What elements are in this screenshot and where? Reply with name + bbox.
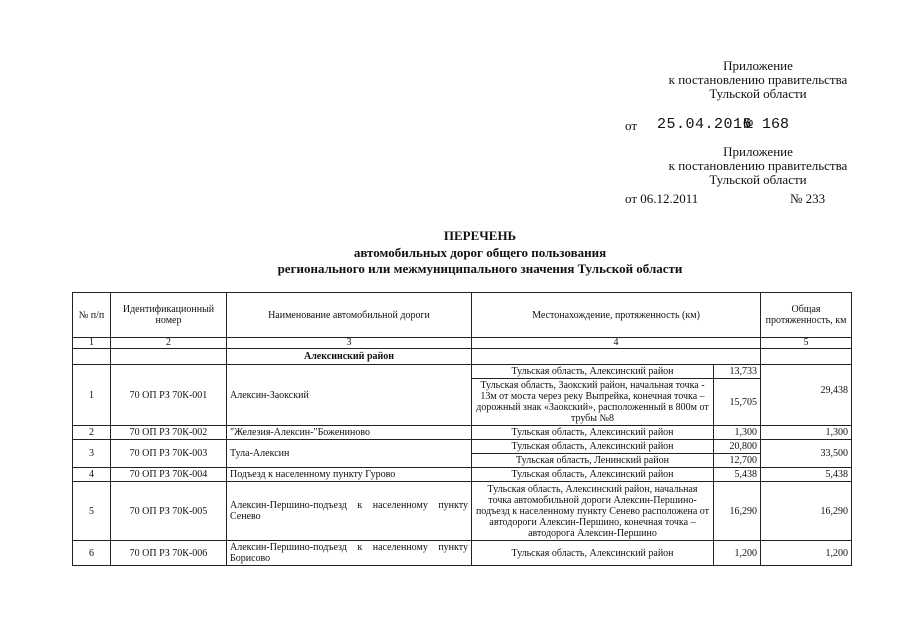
table-header-row [73,293,852,338]
original-decree-number: № 233 [790,191,826,206]
table-row [73,365,852,379]
document-subtitle-line1: автомобильных дорог общего пользования [353,245,607,260]
table-row [73,440,852,454]
header-name: Наименование автомобильной дороги [227,293,472,338]
row-length: 13,733 [714,365,761,379]
row-location: Тульская область, Алексинский район [472,426,714,440]
row-location: Тульская область, Алексинский район [472,468,714,482]
appendix-region-label: Тульской области [709,86,807,101]
row-location: Тульская область, Ленинский район [472,454,714,468]
appendix-label: Приложение [723,58,793,73]
row-name: Алексин-Заокский [227,365,472,426]
row-total: 1,300 [761,426,852,440]
row-num: 3 [73,440,111,468]
header-num: № п/п [73,293,111,338]
document-subtitle-line2: регионального или межмуниципального значения Тульской области [277,261,683,276]
row-num: 5 [73,482,111,541]
row-location: Тульская область, Алексинский район [472,365,714,379]
column-number: 4 [472,338,761,349]
header-location: Местонахождение, протяженность (км) [472,293,761,338]
table-row [73,541,852,566]
row-num: 6 [73,541,111,566]
row-length: 1,200 [714,541,761,566]
row-id: 70 ОП РЗ 70К-002 [111,426,227,440]
decree-date-stamp: 25.04.2016 [657,116,753,133]
section-row [73,349,852,365]
row-num: 2 [73,426,111,440]
row-id: 70 ОП РЗ 70К-006 [111,541,227,566]
row-location: Тульская область, Алексинский район [472,440,714,454]
row-location: Тульская область, Заокский район, начальная точка - 13м от моста через реку Выпрейка, конечная точка – дорожный знак «Заокский», расположенный в 800м от трубы №8 [472,379,714,426]
column-number: 1 [73,338,111,349]
row-total: 33,500 [761,440,852,468]
column-number: 3 [227,338,472,349]
appendix-label: Приложение [723,144,793,159]
row-id: 70 ОП РЗ 70К-001 [111,365,227,426]
row-name: Алексин-Першино-подъезд к населенному пункту Сенево [227,482,472,541]
row-length: 15,705 [714,379,761,426]
decree-date-prefix: от [625,118,638,133]
column-number: 5 [761,338,852,349]
row-total: 5,438 [761,468,852,482]
row-location: Тульская область, Алексинский район, начальная точка автомобильной дороги Алексин-Першино-подъезд к населенному пункту Сенево расположена от автодороги Алексин-Першино, конечная точка – автодорога Алексин-Першино [472,482,714,541]
section-title: Алексинский район [227,349,472,365]
table-row [73,426,852,440]
appendix-decree-label: к постановлению правительства [668,158,848,173]
column-number: 2 [111,338,227,349]
row-name: "Железия-Алексин-"Боженинoво [227,426,472,440]
appendix-region-label: Тульской области [709,172,807,187]
row-name: Алексин-Першино-подъезд к населенному пункту Борисово [227,541,472,566]
row-id: 70 ОП РЗ 70К-003 [111,440,227,468]
row-name: Подъезд к населенному пункту Гурово [227,468,472,482]
row-length: 20,800 [714,440,761,454]
document-title: ПЕРЕЧЕНЬ [443,228,517,243]
row-id: 70 ОП РЗ 70К-005 [111,482,227,541]
row-location: Тульская область, Алексинский район [472,541,714,566]
row-num: 1 [73,365,111,426]
table-row [73,468,852,482]
header-total: Общая протяженность, км [761,293,852,338]
row-name: Тула-Алексин [227,440,472,468]
header-id: Идентификационный номер [111,293,227,338]
row-id: 70 ОП РЗ 70К-004 [111,468,227,482]
roads-table [72,292,852,566]
original-decree-date: от 06.12.2011 [625,191,699,206]
row-length: 1,300 [714,426,761,440]
row-total: 16,290 [761,482,852,541]
appendix-header-current [628,59,888,101]
row-length: 16,290 [714,482,761,541]
appendix-decree-label: к постановлению правительства [668,72,848,87]
row-num: 4 [73,468,111,482]
row-total: 29,438 [761,365,852,426]
row-length: 5,438 [714,468,761,482]
appendix-header-original [628,145,888,187]
table-row [73,482,852,541]
row-total: 1,200 [761,541,852,566]
row-length: 12,700 [714,454,761,468]
column-numbers-row [73,338,852,349]
decree-number-stamp: № 168 [744,116,790,133]
